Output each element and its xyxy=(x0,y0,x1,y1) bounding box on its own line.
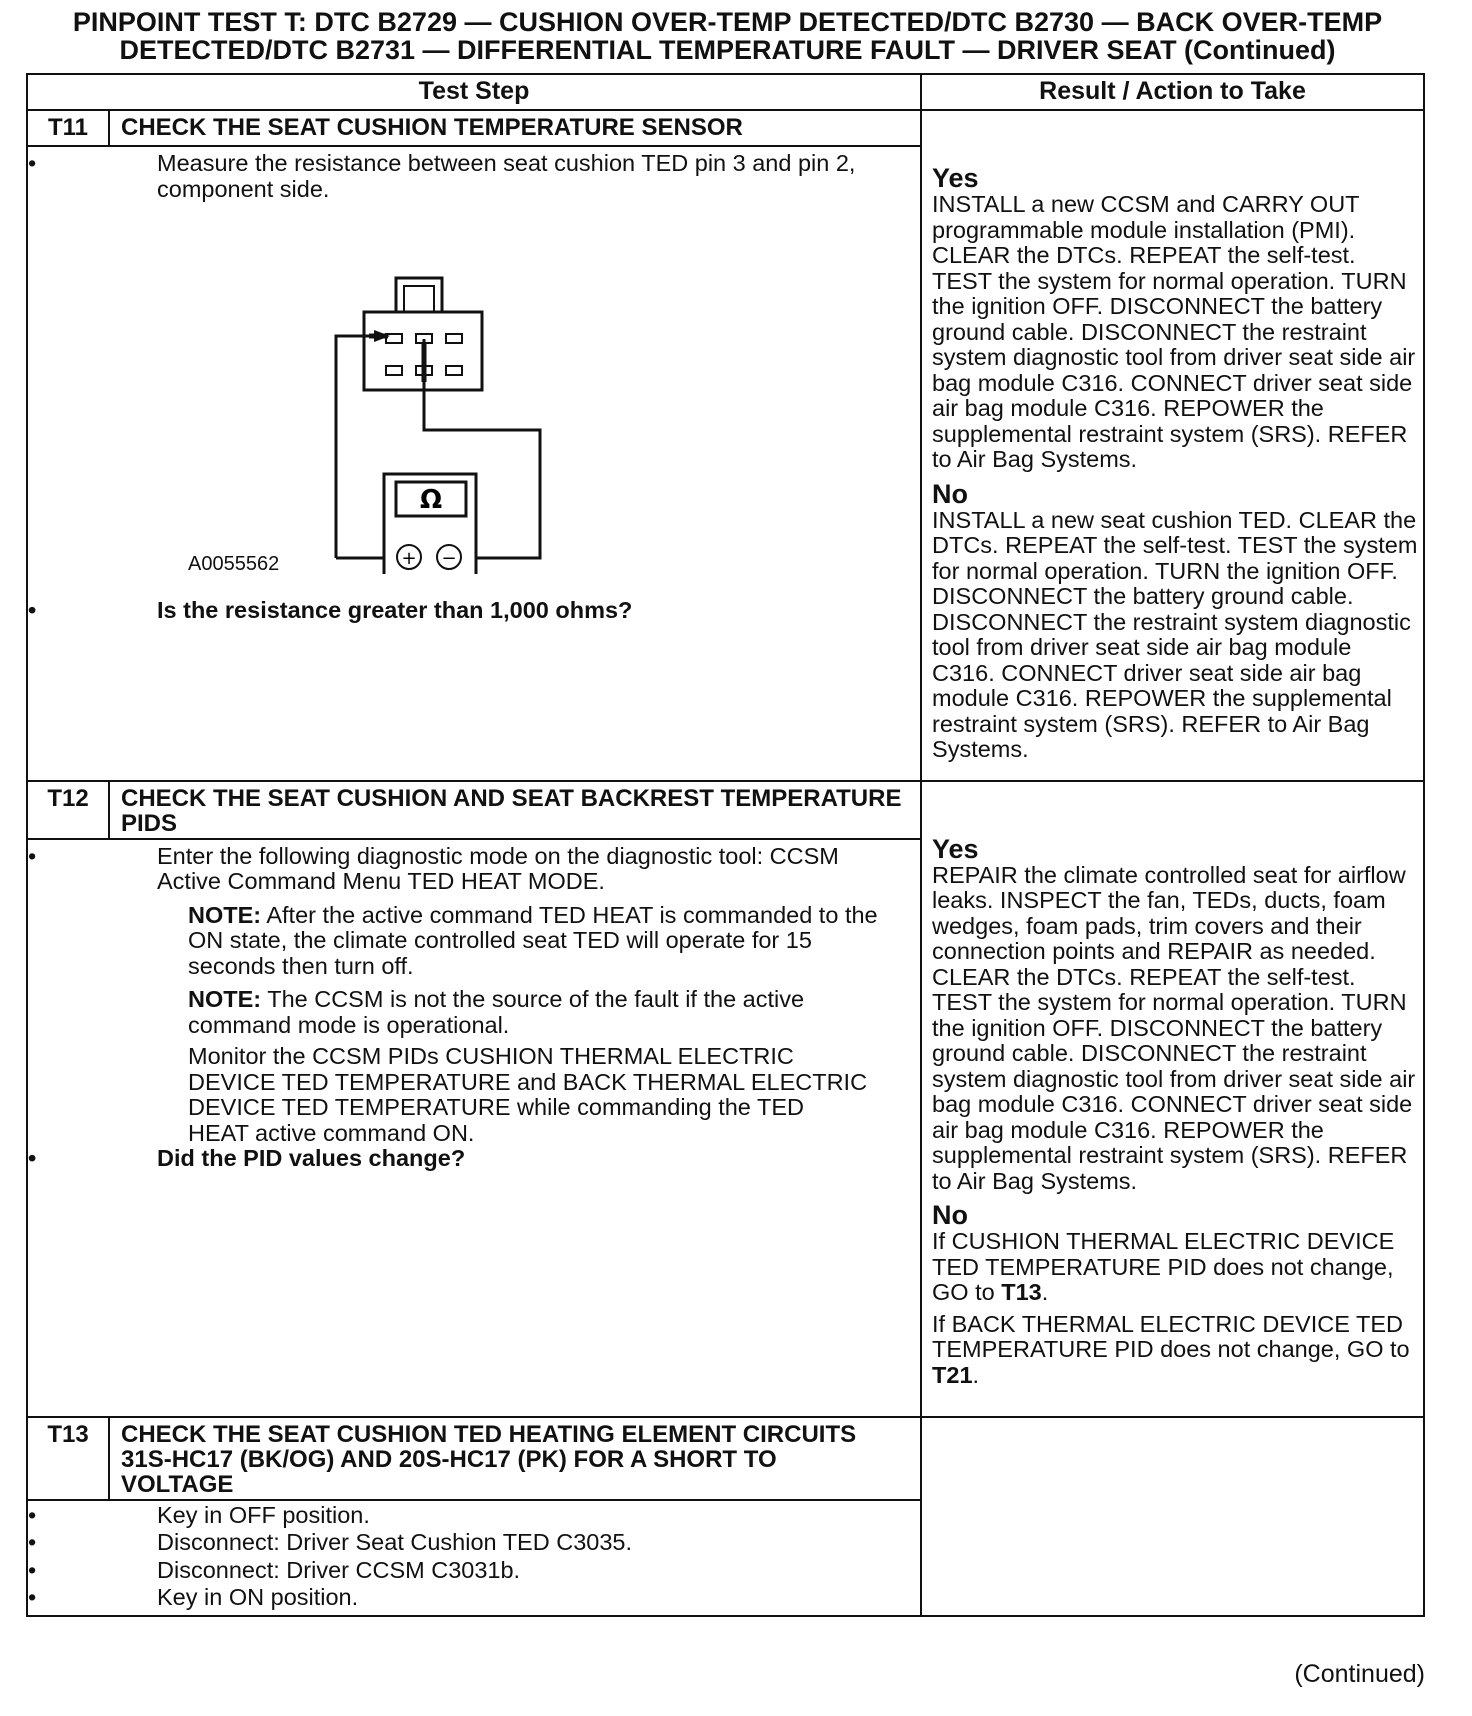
title-line-1: PINPOINT TEST T: DTC B2729 — CUSHION OVER-TEMP DETECTED/DTC B2730 — BACK OVER-TEMP xyxy=(72,7,1383,37)
list-item: • Key in OFF position. xyxy=(28,1503,910,1529)
ohmmeter-diagram xyxy=(28,204,840,574)
step-body xyxy=(27,1500,921,1616)
monitor-instruction: Monitor the CCSM PIDs CUSHION THERMAL ELECTRIC DEVICE TED TEMPERATURE and BACK THERMAL ELECTRIC DEVICE TED TEMPERATURE while commanding the TED HEAT active command ON. xyxy=(188,1043,868,1146)
step-title: CHECK THE SEAT CUSHION TEMPERATURE SENSOR xyxy=(109,110,921,146)
no-label: No xyxy=(932,1200,969,1230)
minus-symbol: − xyxy=(441,548,457,569)
no-label: No xyxy=(932,478,969,509)
list-item: • Key in ON position. xyxy=(28,1585,910,1611)
result-header: Result / Action to Take xyxy=(921,74,1424,110)
ohm-symbol-icon: Ω xyxy=(419,485,443,515)
step-title: CHECK THE SEAT CUSHION AND SEAT BACKREST TEMPERATURE PIDS xyxy=(109,781,921,839)
step-number: T11 xyxy=(27,110,109,146)
step-title-row xyxy=(27,781,1424,839)
step-body xyxy=(27,839,921,1417)
table-header-row xyxy=(27,74,1424,110)
result-cell xyxy=(921,781,1424,1417)
page-title xyxy=(20,8,1435,64)
connector-pin xyxy=(446,366,462,375)
plus-symbol: + xyxy=(401,548,417,569)
note-1: NOTE: After the active command TED HEAT is commanded to the ON state, the climate controlled seat TED will operate for 15 seconds then turn off. xyxy=(188,901,878,979)
result-cell xyxy=(921,110,1424,781)
step-number: T12 xyxy=(27,781,109,839)
title-line-2: DETECTED/DTC B2731 — DIFFERENTIAL TEMPERATURE FAULT — DRIVER SEAT (Continued) xyxy=(119,35,1336,65)
list-item: • Enter the following diagnostic mode on the diagnostic tool: CCSM Active Command Menu TED HEAT MODE. xyxy=(28,844,910,895)
question: • Did the PID values change? xyxy=(28,1146,910,1172)
no-action: INSTALL a new seat cushion TED. CLEAR the DTCs. REPEAT the self-test. TEST the system for normal operation. TURN the ignition OFF. DISCONNECT the battery ground cable. DISCONNECT the restraint system diagnostic tool from driver seat side air bag module C316. CONNECT driver seat side air bag module C316. REPOWER the supplemental restraint system (SRS). REFER to Air Bag Systems. xyxy=(932,506,1418,762)
question: • Is the resistance greater than 1,000 ohms? xyxy=(28,598,910,624)
connector-pin xyxy=(386,334,402,343)
wiring-figure xyxy=(28,204,910,574)
connector-pin xyxy=(386,366,402,375)
connector-latch-inner xyxy=(404,286,434,314)
yes-action: INSTALL a new CCSM and CARRY OUT programmable module installation (PMI). CLEAR the DTCs. REPEAT the self-test. TEST the system for normal operation. TURN the ignition OFF. DISCONNECT the battery ground cable. DISCONNECT the restraint system diagnostic tool from driver seat side air bag module C316. CONNECT driver seat side air bag module C316. REPOWER the supplemental restraint system (SRS). REFER to Air Bag Systems. xyxy=(932,191,1416,472)
step-title-row xyxy=(27,1417,1424,1500)
result-cell xyxy=(921,1417,1424,1616)
figure-id: A0055562 xyxy=(188,553,280,575)
list-item: • Disconnect: Driver CCSM C3031b. xyxy=(28,1558,910,1584)
pinpoint-test-table xyxy=(26,73,1425,1617)
yes-label: Yes xyxy=(932,833,979,864)
step-number: T13 xyxy=(27,1417,109,1500)
step-body xyxy=(27,146,921,781)
test-step-header: Test Step xyxy=(27,74,921,110)
note-2: NOTE: The CCSM is not the source of the fault if the active command mode is operational. xyxy=(188,986,805,1038)
no-action-2: If BACK THERMAL ELECTRIC DEVICE TED TEMPERATURE PID does not change, GO to T21. xyxy=(932,1310,1410,1388)
continued-label: (Continued) xyxy=(1294,1660,1425,1688)
list-item: • Disconnect: Driver Seat Cushion TED C3035. xyxy=(28,1530,910,1556)
yes-action: REPAIR the climate controlled seat for airflow leaks. INSPECT the fan, TEDs, ducts, foam wedges, foam pads, trim covers and their connection points and REPAIR as needed. CLEAR the DTCs. REPEAT the self-test. TEST the system for normal operation. TURN the ignition OFF. DISCONNECT the battery ground cable. DISCONNECT the restraint system diagnostic tool from driver seat side air bag module C316. CONNECT driver seat side air bag module C316. REPOWER the supplemental restraint system (SRS). REFER to Air Bag Systems. xyxy=(932,861,1416,1194)
list-item: • Measure the resistance between seat cushion TED pin 3 and pin 2, component side. xyxy=(28,151,910,202)
step-title-row xyxy=(27,110,1424,146)
step-title: CHECK THE SEAT CUSHION TED HEATING ELEMENT CIRCUITS 31S-HC17 (BK/OG) AND 20S-HC17 (PK) FOR A SHORT TO VOLTAGE xyxy=(109,1417,921,1500)
connector-pin xyxy=(446,334,462,343)
no-action-1: If CUSHION THERMAL ELECTRIC DEVICE TED TEMPERATURE PID does not change, GO to T13. xyxy=(932,1228,1395,1305)
yes-label: Yes xyxy=(932,163,979,193)
